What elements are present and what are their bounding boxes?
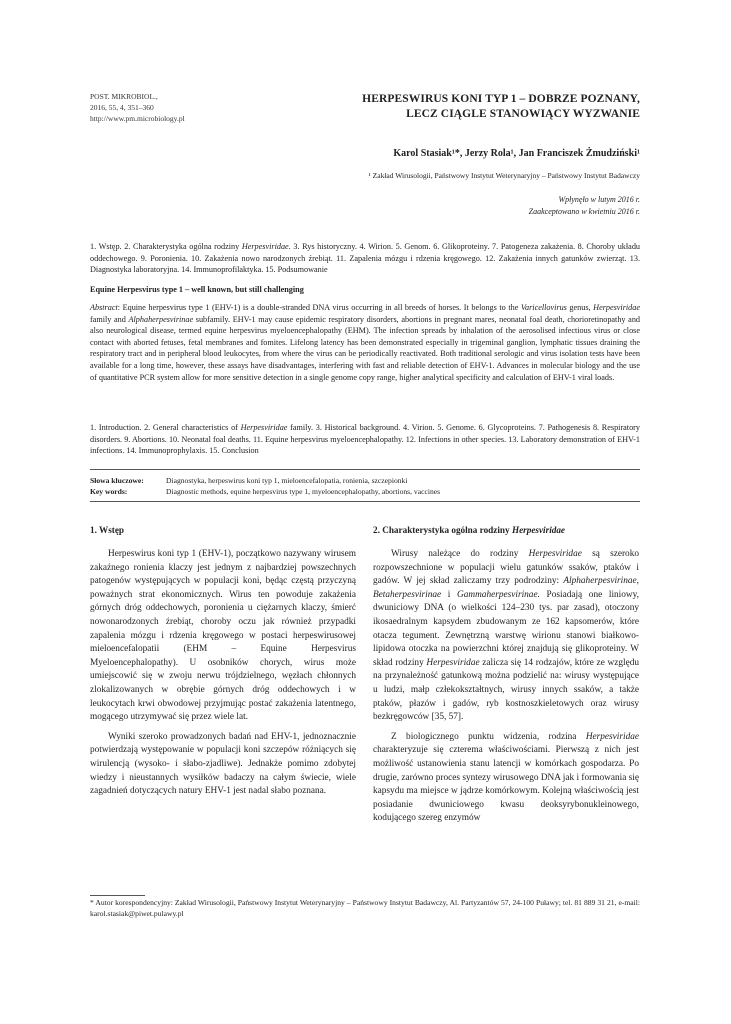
divider-bottom — [90, 501, 640, 502]
footnote-rule — [90, 895, 145, 896]
section-1-heading: 1. Wstęp — [90, 525, 125, 535]
section-2-body — [373, 548, 639, 832]
section-2-paragraph: Wirusy należące do rodziny Herpesviridae są szeroko rozpowszechnione w populacji wielu gatunków ssaków, ptaków i gadów. W jej skład zaliczamy trzy podrodziny: Alphaherpesvirinae, Betaherpesvirinae i Gammaherpesvirinae. Posiadają one liniowy, dwuniciowy DNA (o wielkości 124–230 tys. par zasad), otoczony ikosaedralnym kapsydem zbudowanym ze 162 kapsomerów, które otacza tegument. Zewnętrzną warstwę wirionu stanowi białkowo-lipidowa otoczka na powierzchni której znajdują się glikoproteiny. W skład rodziny Herpesviridae zalicza się 14 rodzajów, które ze względu na przynależność gatunkową można podzielić na: wirusy występujące u ludzi, małp człekokształtnych, wirusy innych ssaków, a także ptaków, płazów i gadów, ryb kostnoszkieletowych oraz wirusy bezkręgowców [35, 57]. — [373, 549, 639, 723]
affiliation: ¹ Zakład Wirusologii, Państwowy Instytut Weterynaryjny – Państwowy Instytut Badawczy — [368, 171, 640, 180]
title-line-1: HERPESWIRUS KONI TYP 1 – DOBRZE POZNANY, — [362, 93, 640, 105]
divider-top — [90, 469, 640, 470]
section-2-heading: 2. Charakterystyka ogólna rodziny Herpesviridae — [373, 525, 566, 535]
journal-info — [90, 91, 185, 124]
section-1-paragraph: Herpeswirus koni typ 1 (EHV-1), początkowo nazywany wirusem zakaźnego ronienia klaczy jest jednym z najbardziej powszechnych patogenów występujących w populacji koni, będąc częstą przyczyną poważnych strat ekonomicznych. Wirus ten powoduje zakażenia górnych dróg oddechowych, poronienia u ciężarnych klaczy, śmierć nowonarodzonych źrebiąt, choroby oczu jak również przypadki zapalenia mózgu i rdzenia kręgowego w postaci herpeswirusowej mieloencefalopatii (EHM – Equine Herpesvirus Myeloencephalopathy). U osobników chorych, wirus może umiejscowić się w zwoju nerwu trójdzielnego, węzłach chłonnych zlokalizowanych w obrębie górnych dróg oddechowych i w leukocytach krwi obwodowej przyjmując postać zakażenia latentnego, mogącego utrzymywać się przez wiele lat. — [90, 549, 356, 723]
abstract: Abstract: Equine herpesvirus type 1 (EHV-1) is a double-stranded DNA virus occurring in all breeds of horses. It belongs to the Varicellovirus genus, Herpesviridae family and Alphaherpesvirinae subfamily. EHV-1 may cause epidemic respiratory disorders, abortions in pregnant mares, neonatal foal death, chorioretinopathy and also neurological disease, termed equine herpesvirus myeloencephalopathy (EHM). The infection spreads by inhalation of the aerosolised infectious virus or close contact with aborted fetuses, fetal membranes and fomites. Lifelong latency has been demonstrated especially in trigeminal ganglion, lymphatic tissues draining the respiratory tract and in peripheral blood leukocytes, from where the virus can be periodically reactivated. Both traditional serologic and virus isolation tests have been available for a long time, however, these assays have disadvantages, interfering with fast and reliable detection of EHV-1. Advances in molecular biology and the use of quantitative PCR system allow for more sensitive detection in a single genome copy range, higher analytical specificity and calculation of EHV-1 viral loads. — [90, 303, 641, 382]
keywords-pl-label: Słowa kluczowe: — [90, 476, 144, 485]
abstract-label: Abstract — [90, 303, 118, 312]
section-1-body — [90, 548, 356, 805]
journal-volume: 2016, 55, 4, 351–360 — [90, 103, 154, 112]
keywords-en-label: Key words: — [90, 487, 128, 496]
footnote: * Autor korespondencyjny: Zakład Wirusologii, Państwowy Instytut Weterynaryjny – Państwowy Instytut Badawczy, Al. Partyzantów 57, 24-100 Puławy; tel. 81 889 31 21, e-mail: karol.stasiak@piwet.pulawy.pl — [90, 898, 640, 918]
title-line-2: LECZ CIĄGLE STANOWIĄCY WYZWANIE — [406, 108, 640, 120]
dates — [400, 194, 640, 218]
keywords-en: Diagnostic methods, equine herpesvirus type 1, myeloencephalopathy, abortions, vaccines — [166, 487, 441, 496]
journal-name: POST. MIKROBIOL., — [90, 92, 158, 101]
keywords — [90, 475, 440, 497]
section-1-paragraph: Wyniki szeroko prowadzonych badań nad EHV-1, jednoznacznie potwierdzają występowanie w populacji koni szczepów różniących się wirulencją (wysoko- i słabo-zjadliwe). Jednakże pomimo zdobytej wiedzy i nieustannych wysiłków badaczy na całym świecie, wiele zagadnień dotyczących natury EHV-1 jest nadal słabo poznana. — [90, 731, 356, 797]
article-title — [300, 92, 640, 122]
keywords-pl: Diagnostyka, herpeswirus koni typ 1, mieloencefalopatia, ronienia, szczepionki — [166, 476, 408, 485]
english-title: Equine Herpesvirus type 1 – well known, but still challenging — [90, 285, 304, 294]
toc-polish: 1. Wstęp. 2. Charakterystyka ogólna rodziny Herpesviridae. 3. Rys historyczny. 4. Wirion. 5. Genom. 6. Glikoproteiny. 7. Patogeneza zakażenia. 8. Choroby układu oddechowego. 9. Poronienia. 10. Zakażenia nowo narodzonych źrebiąt. 11. Zapalenia mózgu i rdzenia kręgowego. 12. Zakażenia innych gatunków zwierząt. 13. Diagnostyka laboratoryjna. 14. Immunoprofilaktyka. 15. Podsumowanie — [90, 242, 641, 275]
section-2-paragraph: Z biologicznego punktu widzenia, rodzina Herpesviridae charakteryzuje się czterema właściwościami. Pierwszą z nich jest możliwość ustanowienia stanu latencji w komórkach gospodarza. Po drugie, zarówno proces syntezy wirusowego DNA jak i formowania się kapsydu ma miejsce w jądrze komórkowym. Kolejną właściwością jest posiadanie dwuniciowego kwasu deoksyrybonukleinowego, kodującego szereg enzymów — [373, 731, 639, 824]
authors: Karol Stasiak¹*, Jerzy Rola¹, Jan Franciszek Żmudziński¹ — [393, 148, 640, 159]
toc-english: 1. Introduction. 2. General characteristics of Herpesviridae family. 3. Historical background. 4. Virion. 5. Genome. 6. Glycoproteins. 7. Pathogenesis 8. Respiratory disorders. 9. Abortions. 10. Neonatal foal deaths. 11. Equine herpesvirus myeloencephalopathy. 12. Infections in other species. 13. Laboratory demonstration of EHV-1 infections. 14. Immunoprophylaxis. 15. Conclusion — [90, 423, 640, 456]
received-date: Wpłynęło w lutym 2016 r. — [558, 195, 640, 204]
accepted-date: Zaakceptowano w kwietniu 2016 r. — [528, 207, 640, 216]
journal-url[interactable]: http://www.pm.microbiology.pl — [90, 114, 185, 123]
